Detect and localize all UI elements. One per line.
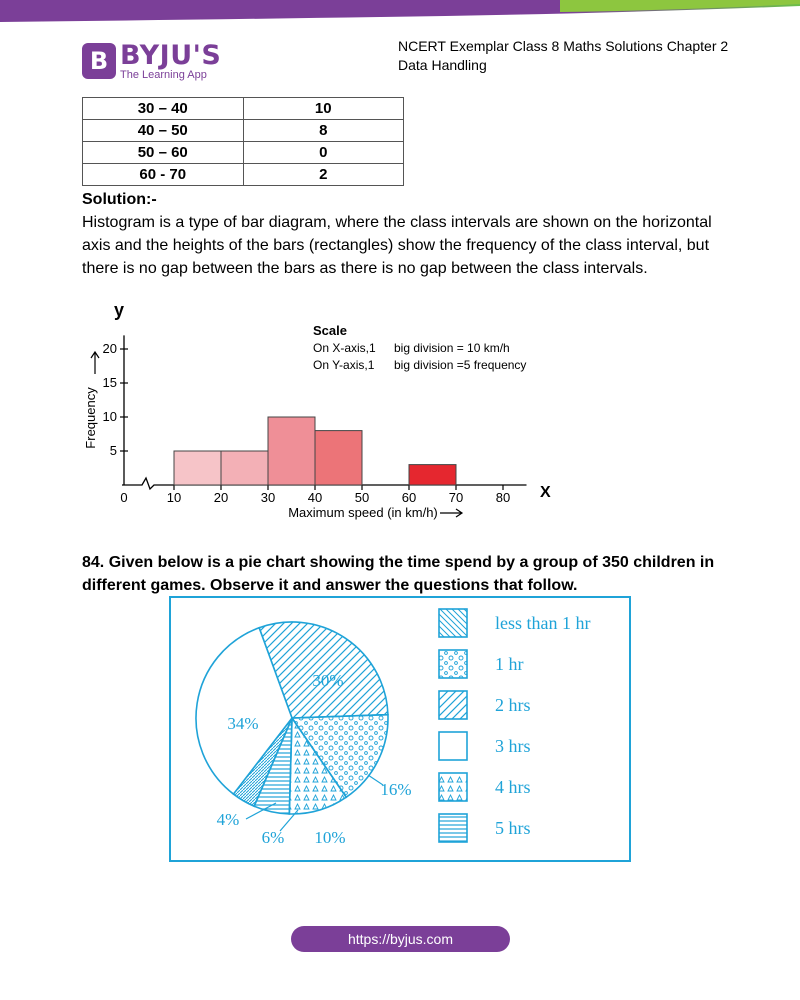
table-cell-interval: 60 - 70: [83, 164, 244, 186]
solution-heading: Solution:-: [82, 191, 157, 208]
x-tick-label: 70: [448, 490, 464, 505]
logo-tagline: The Learning App: [120, 69, 207, 81]
table-row: [83, 98, 404, 120]
y-axis-label: Frequency: [83, 387, 98, 449]
x-tick-label: 60: [401, 490, 417, 505]
scale-title: Scale: [313, 323, 347, 338]
histogram-bar: [315, 431, 362, 485]
x-axis-letter: X: [540, 484, 551, 501]
y-tick-label: 15: [102, 375, 117, 390]
legend-label: 1 hr: [495, 654, 524, 674]
x-tick-label: 50: [354, 490, 370, 505]
histogram-bar: [409, 465, 456, 485]
frequency-table: [82, 97, 404, 186]
legend-label: 2 hrs: [495, 695, 531, 715]
table-cell-frequency: 8: [243, 120, 404, 142]
byjus-logo: [82, 40, 242, 85]
legend-swatch: [439, 650, 467, 678]
x-axis-label: Maximum speed (in km/h): [288, 505, 438, 520]
pie-slice-label: 34%: [227, 714, 259, 733]
solution-text: Histogram is a type of bar diagram, where the class intervals are shown on the horizontal axis and the heights of the bars (rectangles) show the frequency of the class interval, but there is no gap between the bars as there is no gap between the class intervals.: [82, 214, 712, 277]
legend-swatch: [439, 732, 467, 760]
table-row: [83, 164, 404, 186]
question-text: 84. Given below is a pie chart showing the time spend by a group of 350 children in different games. Observe it and answer the questions that follow.: [82, 554, 715, 594]
histogram-bar: [268, 417, 315, 485]
y-tick-label: 10: [102, 409, 117, 424]
table-row: [83, 120, 404, 142]
x-label-arrow: [440, 509, 462, 517]
legend-label: 4 hrs: [495, 777, 531, 797]
x-tick-label: 10: [166, 490, 182, 505]
table-cell-frequency: 0: [243, 142, 404, 164]
scale-x-label: On X-axis,1: [313, 341, 376, 355]
table-cell-interval: 40 – 50: [83, 120, 244, 142]
document-title: NCERT Exemplar Class 8 Maths Solutions Chapter 2 Data Handling: [398, 38, 729, 73]
histogram-bar: [174, 451, 221, 485]
legend-label: less than 1 hr: [495, 613, 591, 633]
top-banner: [0, 0, 800, 26]
legend-swatch: [439, 609, 467, 637]
x-tick-label: 80: [495, 490, 511, 505]
y-tick-label: 5: [109, 443, 117, 458]
pie-chart: [168, 595, 632, 863]
y-label-arrow: [91, 352, 99, 374]
x-tick-label: 30: [260, 490, 276, 505]
table-cell-interval: 50 – 60: [83, 142, 244, 164]
table-cell-frequency: 10: [243, 98, 404, 120]
scale-x-value: big division = 10 km/h: [394, 341, 510, 355]
scale-y-label: On Y-axis,1: [313, 358, 375, 372]
logo-mark: B: [82, 43, 116, 79]
y-axis-letter: y: [114, 300, 125, 320]
footer-url[interactable]: https://byjus.com: [291, 926, 510, 952]
legend-label: 3 hrs: [495, 736, 531, 756]
pie-slice-label: 6%: [261, 828, 285, 847]
legend-swatch: [439, 814, 467, 842]
legend-label: 5 hrs: [495, 818, 531, 838]
legend-swatch: [439, 773, 467, 801]
pie-slice-label: 30%: [312, 671, 344, 690]
pie-slice-label: 10%: [314, 828, 346, 847]
legend-swatch: [439, 691, 467, 719]
x-tick-label: 0: [120, 490, 128, 505]
table-cell-frequency: 2: [243, 164, 404, 186]
x-tick-label: 40: [307, 490, 323, 505]
y-tick-label: 20: [102, 341, 117, 356]
logo-name: BYJU'S: [120, 40, 222, 71]
histogram-chart: [78, 300, 568, 525]
pie-slice-label: 4%: [216, 810, 240, 829]
table-cell-interval: 30 – 40: [83, 98, 244, 120]
x-tick-label: 20: [213, 490, 229, 505]
table-row: [83, 142, 404, 164]
scale-y-value: big division =5 frequency: [394, 358, 527, 372]
pie-slice-label: 16%: [380, 780, 412, 799]
histogram-bar: [221, 451, 268, 485]
